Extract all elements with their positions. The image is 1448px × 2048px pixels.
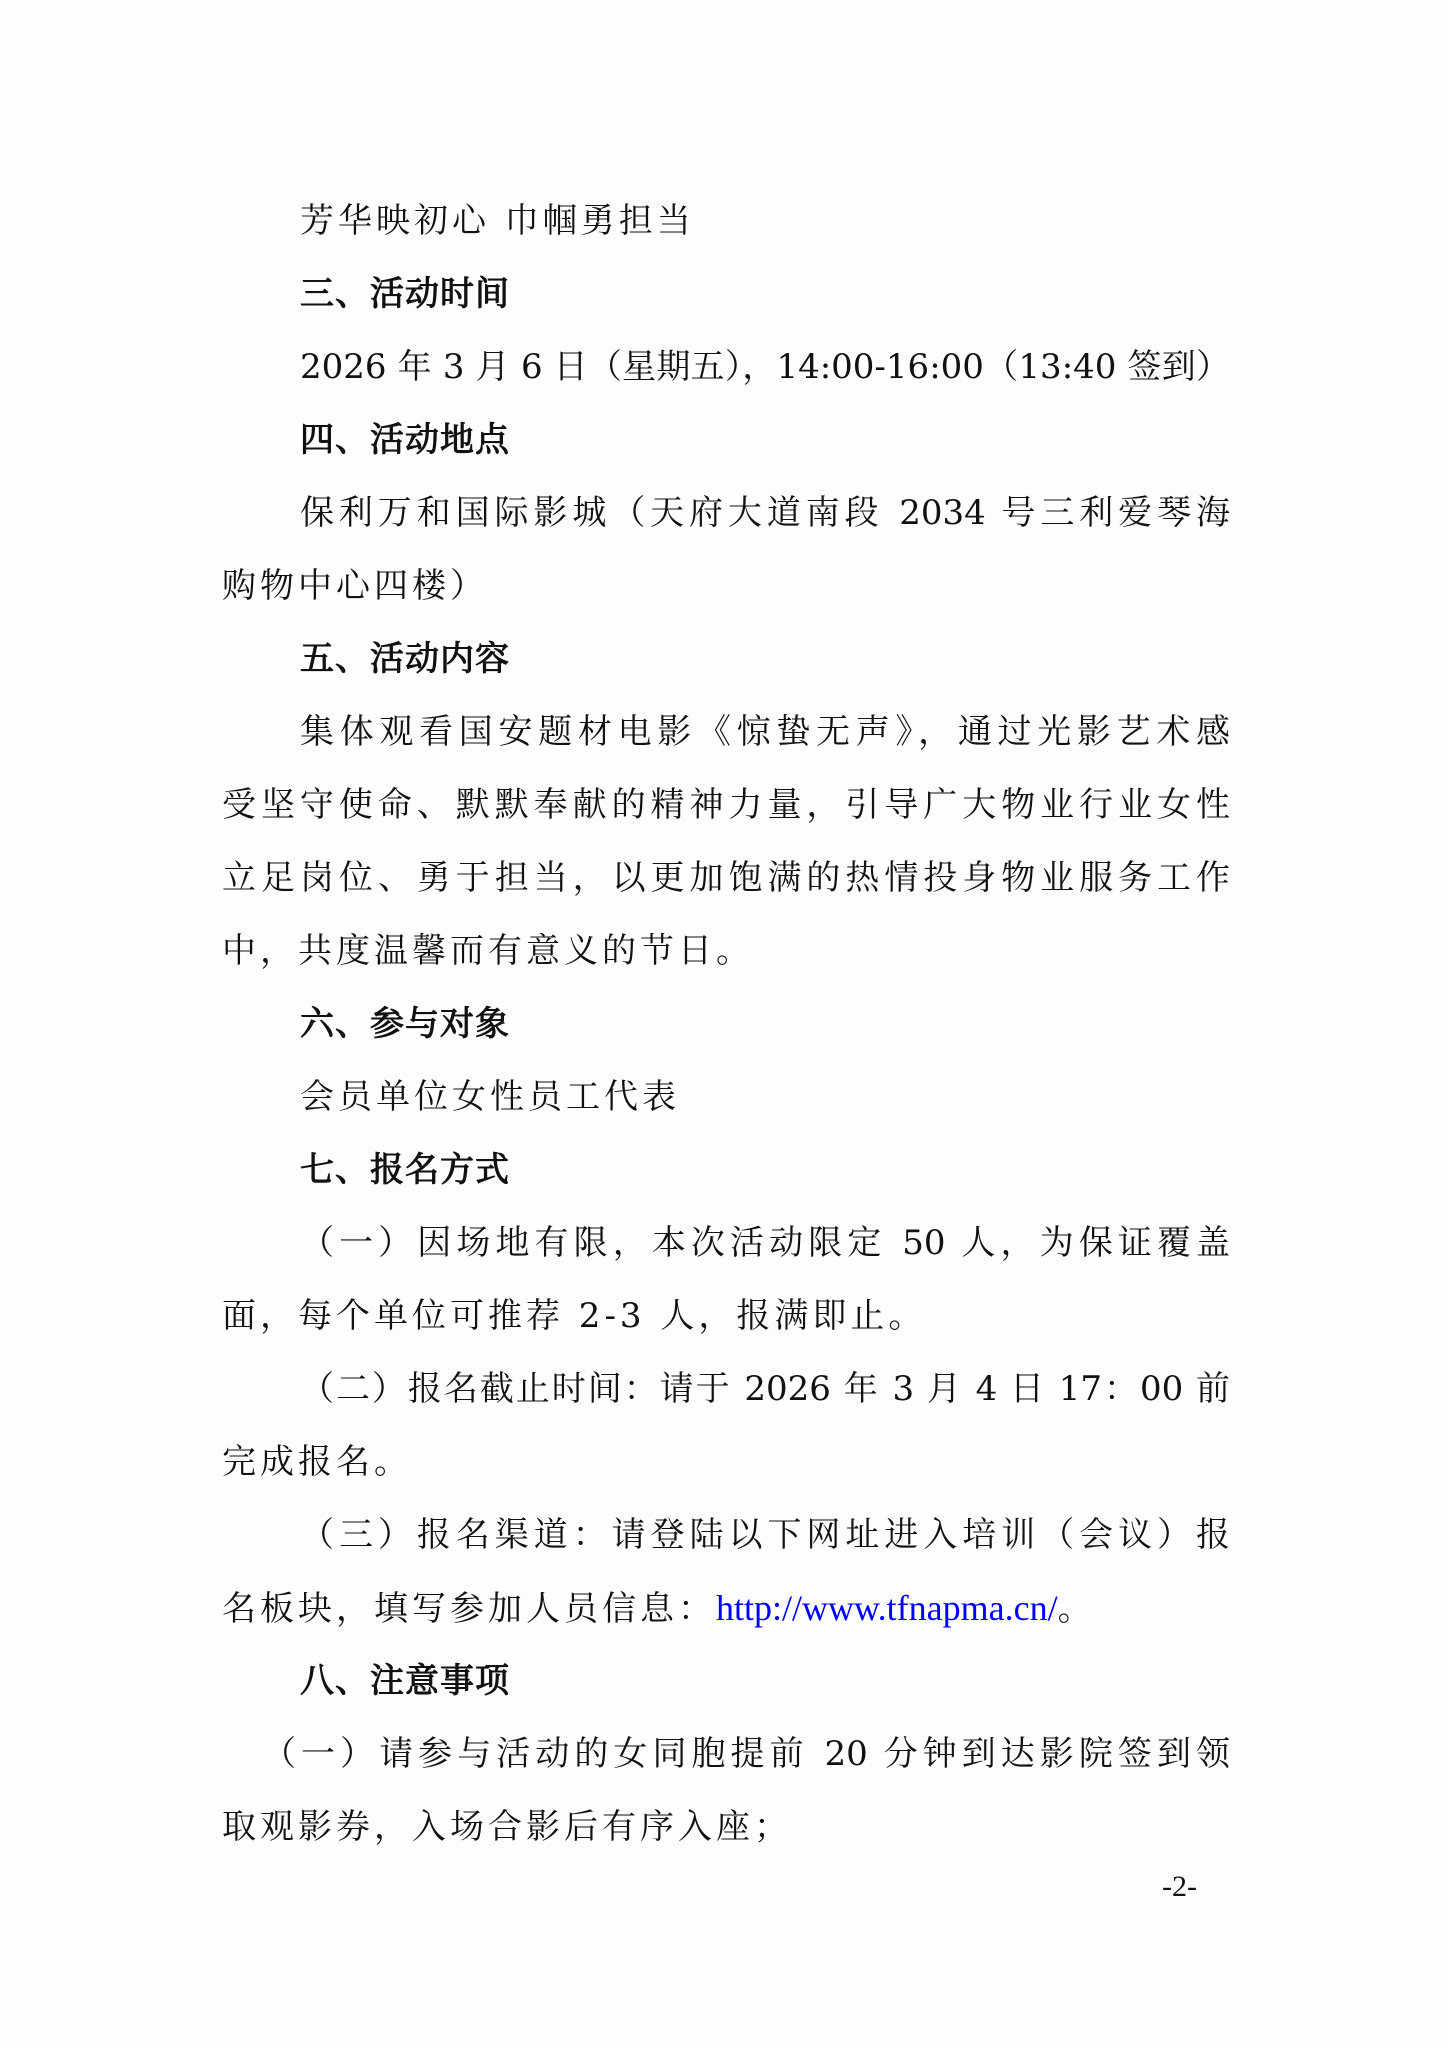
registration-item-3-line-1: （三）报名渠道：请登陆以下网址进入培训（会议）报 [300, 1515, 1230, 1555]
page-number: -2- [1162, 1870, 1197, 1903]
section-heading-notes: 八、注意事项 [300, 1661, 510, 1701]
content-line-3: 立足岗位、勇于担当，以更加饱满的热情投身物业服务工作 [222, 858, 1230, 898]
section-heading-location: 四、活动地点 [300, 420, 510, 460]
content-line-4: 中，共度温馨而有意义的节日。 [222, 931, 754, 971]
registration-item-2-line-2: 完成报名。 [222, 1442, 412, 1482]
location-line-2: 购物中心四楼） [222, 566, 488, 606]
event-time-text: 2026 年 3 月 6 日（星期五），14:00-16:00（13:40 签到） [300, 347, 1230, 387]
location-line-1: 保利万和国际影城（天府大道南段 2034 号三利爱琴海 [300, 493, 1230, 533]
notes-item-1-line-2: 取观影券，入场合影后有序入座； [222, 1807, 792, 1847]
content-line-1: 集体观看国安题材电影《惊蛰无声》，通过光影艺术感 [300, 712, 1230, 752]
notes-item-1-line-1: （一）请参与活动的女同胞提前 20 分钟到达影院签到领 [262, 1734, 1230, 1774]
registration-channel-text: 名板块，填写参加人员信息： [222, 1589, 716, 1629]
section-heading-registration: 七、报名方式 [300, 1150, 510, 1190]
event-theme-line: 芳华映初心 巾帼勇担当 [300, 201, 695, 241]
registration-item-3-line-2 [222, 1588, 1230, 1628]
registration-item-1-line-1: （一）因场地有限，本次活动限定 50 人，为保证覆盖 [300, 1223, 1230, 1263]
section-heading-time: 三、活动时间 [300, 274, 510, 314]
participants-text: 会员单位女性员工代表 [300, 1077, 680, 1117]
content-line-2: 受坚守使命、默默奉献的精神力量，引导广大物业行业女性 [222, 785, 1230, 825]
section-heading-participants: 六、参与对象 [300, 1004, 510, 1044]
registration-item-1-line-2: 面，每个单位可推荐 2-3 人，报满即止。 [222, 1296, 927, 1336]
registration-url-link[interactable]: http://www.tfnapma.cn/ [716, 1588, 1058, 1628]
section-heading-content: 五、活动内容 [300, 639, 510, 679]
period-mark: 。 [1057, 1589, 1096, 1629]
registration-item-2-line-1: （二）报名截止时间：请于 2026 年 3 月 4 日 17：00 前 [300, 1369, 1230, 1409]
